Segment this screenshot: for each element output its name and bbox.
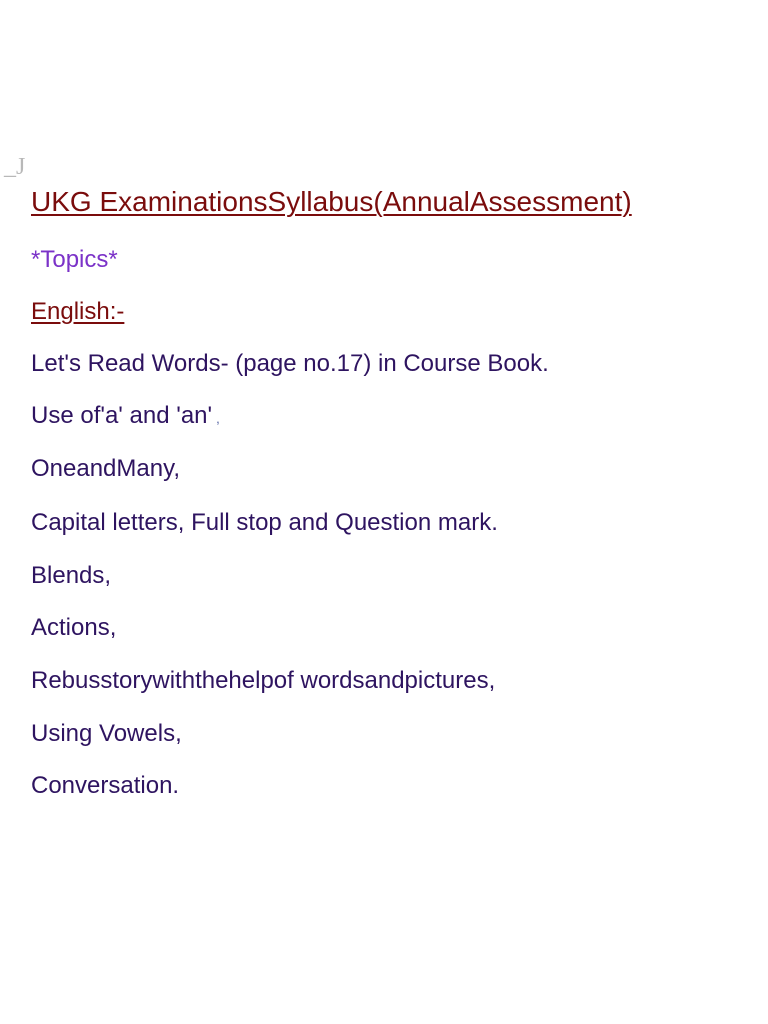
corner-scan-mark: _J [4, 154, 26, 180]
syllabus-item: Rebusstorywiththehelpof wordsandpictures, [31, 667, 496, 694]
syllabus-item-text: Use of'a' and 'an' [31, 402, 213, 429]
page-title: UKG ExaminationsSyllabus(AnnualAssessment) [31, 186, 632, 217]
syllabus-item: OneandMany, [31, 455, 180, 482]
syllabus-item [31, 402, 220, 430]
topics-heading: *Topics* [31, 246, 118, 273]
syllabus-item: Blends, [31, 562, 112, 589]
syllabus-item: Let's Read Words- (page no.17) in Course Book. [31, 350, 549, 377]
stray-comma-mark: , [216, 411, 220, 426]
syllabus-item: Capital letters, Full stop and Question mark. [31, 509, 498, 536]
syllabus-item: Conversation. [31, 772, 180, 799]
subject-heading-english: English:- [31, 298, 125, 325]
syllabus-item: Using Vowels, [31, 720, 182, 747]
syllabus-item: Actions, [31, 614, 117, 641]
